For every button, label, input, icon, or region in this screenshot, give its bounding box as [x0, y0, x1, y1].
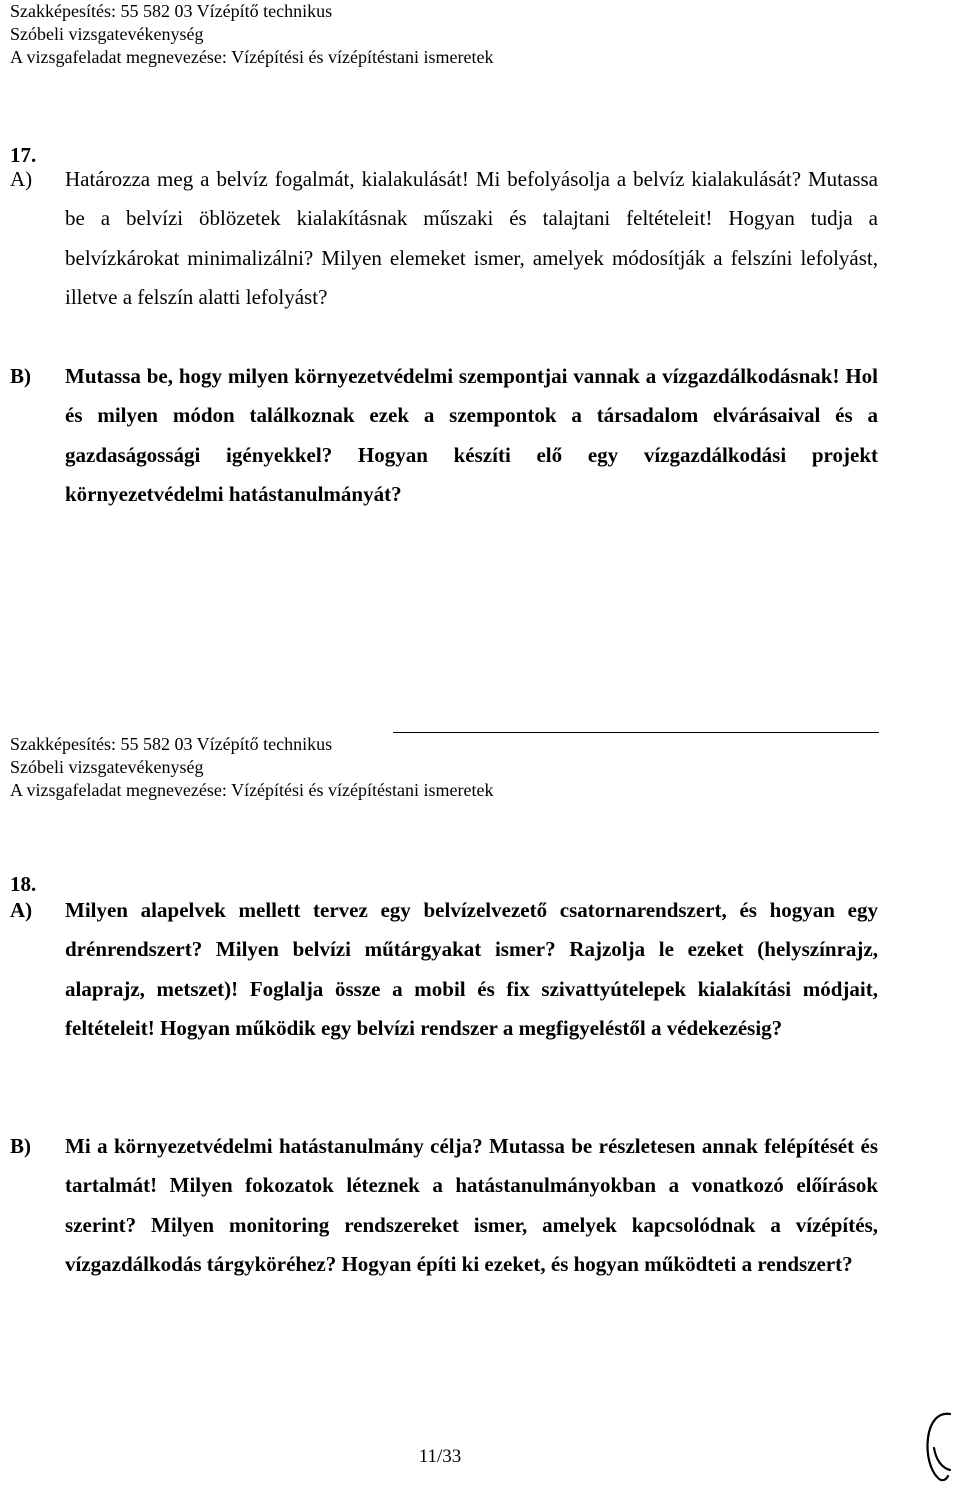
page-header-top	[10, 0, 493, 69]
question-number-17: 17.	[10, 143, 37, 167]
page-header-second	[10, 733, 493, 802]
part-a-label: A)	[10, 898, 33, 922]
question-18-part-b	[10, 1127, 878, 1285]
question-17-part-a-text: Határozza meg a belvíz fogalmát, kialakulását! Mi befolyásolja a belvíz kialakulását? Mutassa be a belvízi öblözetek kialakításnak műszaki és talajtani feltételeit! Hogyan tudja a belvízkárokat minimalizálni? Milyen elemeket ismer, amelyek módosítják a felszíni lefolyást, illetve a felszín alatti lefolyást?	[65, 167, 878, 310]
header-qualification: Szakképesítés: 55 582 03 Vízépítő technikus	[10, 1, 333, 21]
header-qualification: Szakképesítés: 55 582 03 Vízépítő technikus	[10, 734, 333, 754]
part-b-label: B)	[10, 1134, 31, 1158]
header-activity: Szóbeli vizsgatevékenység	[10, 757, 204, 777]
part-b-label: B)	[10, 364, 31, 388]
header-task-name: A vizsgafeladat megnevezése: Vízépítési és vízépítéstani ismeretek	[10, 780, 494, 800]
question-18-part-b-text: Mi a környezetvédelmi hatástanulmány célja? Mutassa be részletesen annak felépítését és tartalmát! Milyen fokozatok léteznek a hatástanulmányokban a vonatkozó előírások szerint? Milyen monitoring rendszereket ismer, amelyek kapcsolódnak a vízépítés, vízgazdálkodás tárgyköréhez? Hogyan építi ki ezeket, és hogyan működteti a rendszert?	[65, 1134, 878, 1277]
header-task-name: A vizsgafeladat megnevezése: Vízépítési és vízépítéstani ismeretek	[10, 47, 494, 67]
signature-mark	[920, 1408, 956, 1488]
question-number-18: 18.	[10, 872, 37, 896]
page-number: 11/33	[418, 1446, 462, 1467]
header-activity: Szóbeli vizsgatevékenység	[10, 24, 204, 44]
question-17-part-b	[10, 357, 878, 515]
part-a-label: A)	[10, 167, 33, 191]
question-17-part-a	[10, 160, 878, 318]
question-17-part-b-text: Mutassa be, hogy milyen környezetvédelmi szempontjai vannak a vízgazdálkodásnak! Hol és milyen módon találkoznak ezek a szempontok a társadalom elvárásaival és a gazdaságossági igényekkel? Hogyan készíti elő egy vízgazdálkodási projekt környezetvédelmi hatástanulmányát?	[65, 364, 878, 507]
question-18-part-a-text: Milyen alapelvek mellett tervez egy belvízelvezető csatornarendszert, és hogyan egy drénrendszert? Milyen belvízi műtárgyakat ismer? Rajzolja le ezeket (helyszínrajz, alaprajz, metszet)! Foglalja össze a mobil és fix szivattyútelepek kialakítási módjait, feltételeit! Hogyan működik egy belvízi rendszer a megfigyeléstől a védekezésig?	[65, 898, 878, 1041]
question-18-part-a	[10, 891, 878, 1049]
